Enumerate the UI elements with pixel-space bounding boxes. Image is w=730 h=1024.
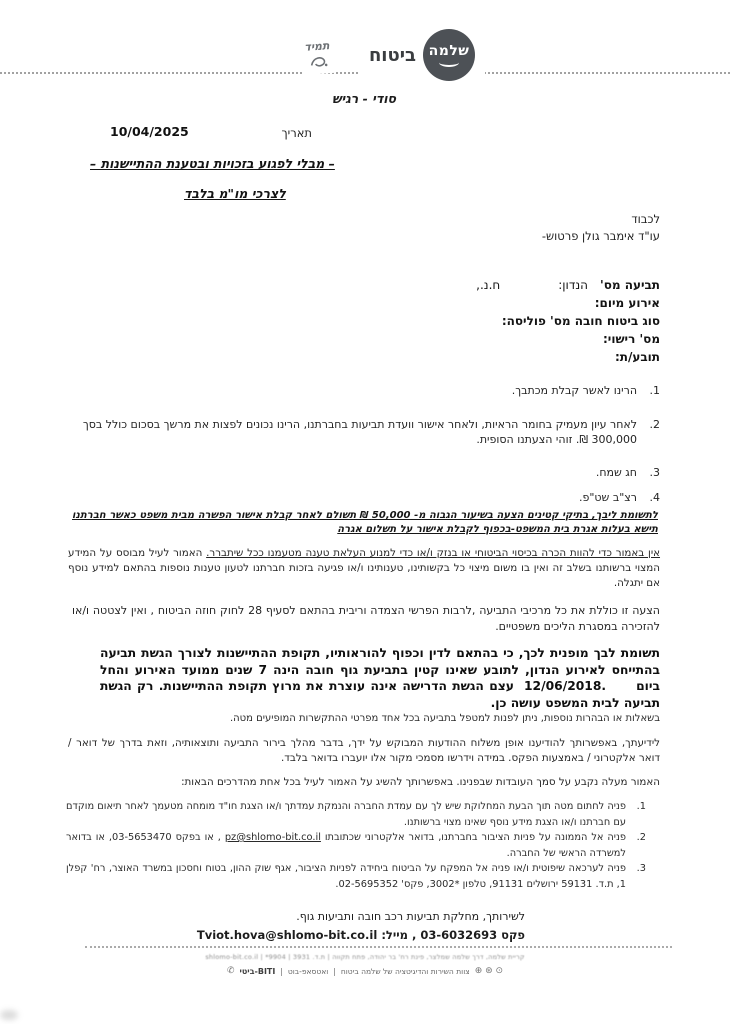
list-item-number: 3. (649, 466, 660, 479)
appeal-item-text: פניה לערכאה שיפוטית ו/או פניה אל המפקח על הביטוח ביחידה לפניות הציבור, אגף שוק ההון, בטוח וחסכון במשרד האוצר, רח' קפלן 1, ת.ד. 59131 ירושלים 91131, טלפון ‎3002*‎, פקס' 02-5695352. (66, 863, 626, 890)
tamid-logo-text: תמיד (303, 39, 330, 54)
appeal-item-pre: פניה אל הממונה על פניות הציבור בחברתנו, בדואר אלקטרוני שכתובתו (320, 832, 627, 843)
date-label: תאריך (281, 126, 312, 140)
list-item-number: 1. (649, 384, 660, 397)
appeal-item-number: 1. (636, 801, 646, 812)
footer-address-line: קריית שלמה, דרך שלמה שמלצר, פינת רח' בר יהודה, פתח תקווה | ת.ד. 3931 | shlomo-bit.co.il | *9904 (205, 953, 525, 961)
appeal-item (66, 799, 646, 830)
subject-field-policy: סוג ביטוח חובה מס' פוליסה: (501, 314, 660, 328)
footer-separator: | (280, 966, 283, 976)
subject-claim-label: תביעה מס' (600, 278, 660, 292)
subject-re-label: הנדון: (558, 278, 589, 292)
appeal-item-text (66, 830, 626, 861)
limitation-part1: תשומת לבך מופנית לכך, כי בהתאם לדין וכפוף להוראותיו, תקופת ההתיישנות לצורך הגשת תביעה בהתייחס לאירוע הנדון, לתובע שאינו קטין בתביעת גוף חובה הינה 7 שנים ממועד האירוע והחל ביום (100, 646, 660, 693)
disclaimer-rest: האמור לעיל מבוסס על המידע המצוי ברשותנו בשלב זה ואין בו משום מיצוי כל בקשותינו, טענותינו ו/או פגיעה בזכות חברתנו לטעון טענות נוספות בהתאם למידע נוסף אם יתגלה. (68, 547, 660, 589)
subject-block (476, 276, 660, 366)
smile-icon (439, 58, 459, 67)
ombudsman-email-link[interactable]: pz@shlomo-bit.co.il (224, 832, 321, 843)
limitation-part2: עצם הגשת הדרישה אינה עוצרת את מרוץ תקופת ההתיישנות. רק הגשת תביעה לבית המשפט עושה כן. (100, 679, 660, 710)
footer-digital-line (0, 966, 730, 976)
list-item-text: רצ"ב שט"פ. (578, 491, 637, 504)
list-item-text: חג שמח. (595, 466, 637, 479)
shlomo-logo-circle (423, 29, 475, 81)
list-item-number: 4. (649, 491, 660, 504)
confidential-label: סודי - רגיש (332, 91, 396, 106)
claims-email-link[interactable]: Tviot.hova@shlomo-bit.co.il (196, 928, 378, 942)
list-item-text: הרינו לאשר קבלת מכתבך. (511, 384, 637, 397)
list-item (66, 383, 660, 398)
recipient-to: לכבוד (631, 212, 660, 226)
limitation-paragraph (100, 645, 660, 711)
whatsapp-bot-label: ואטסאפ-בוט (287, 966, 329, 976)
salutation: ח.נ., (476, 278, 501, 292)
main-numbered-list (66, 383, 660, 505)
appeal-item (66, 830, 646, 861)
questions-line: בשאלות או הבהרות נוספות, ניתן לפנות למטפל בתביעה בכל אחד מפרטי ההתקשרות המופיעים מטה. (229, 713, 660, 724)
list-item (66, 490, 660, 505)
date-value: 10/04/2025 (110, 124, 189, 139)
disclaimer-paragraph (68, 546, 660, 591)
footer-separator: | (333, 966, 336, 976)
appeal-item-text: פניה לחתום מטה תוך הבעת המחלוקת שיש לך עם עמדת החברה והנמקת עמדתך ו/או הצגת חו"ד מומחה מטעמך לאחר תיאום מוקדם עם חברתנו ו/או הצגת מידע נוסף שאינו מצוי ברשותנו. (66, 801, 626, 828)
shlomo-insurance-logo (359, 29, 485, 81)
list-item-number: 2. (649, 418, 660, 431)
notify-paragraph: לידיעתך, באפשרותך להודיענו אופן משלוח ההודעות המבוקש על ידך, בדבר מהלך בירור התביעה ותוצאותיה, וזאת בדרך של דואר / דואר אלקטרוני / באמצעות הפקס. במידה וידרשו מסמכי מקור אלו יועברו בדואר בלבד. (68, 737, 660, 764)
signoff-fax-mail-label: פקס 03-6032693 , מייל: (377, 928, 525, 942)
phone-icon: ✆ (226, 966, 235, 976)
shlomo-logo-circle-text: שלמה (428, 43, 470, 59)
subject-field-license: מס' רישוי: (603, 332, 660, 346)
limitation-date: 12/06/2018. (523, 679, 607, 693)
biti-bot-label: ביטי-BITI (239, 966, 276, 976)
negotiation-header: לצרכי מו"מ בלבד (184, 186, 286, 201)
appeal-item (66, 861, 646, 892)
digital-team-label: צוות השירות והדיגיטציה של שלמה ביטוח (340, 966, 470, 976)
subject-field-event-date: אירוע מיום: (594, 296, 660, 310)
appeal-numbered-list (66, 799, 646, 892)
tamid-logo (300, 37, 336, 75)
social-icons: ⊕ ⊛ ⊙ (474, 966, 504, 976)
shlomo-logo-word: ביטוח (368, 44, 416, 66)
footer-dotted-separator (85, 946, 672, 948)
recipient-block (542, 211, 660, 245)
offer-paragraph: הצעה זו כוללת את כל מרכיבי התביעה ,לרבות הפרשי הצמדה וריבית בהתאם לסעיף 28 לחוק חוזה הביטוח , ואין לצטטה ו/או להזכירה במסגרת הליכים משפטיים. (72, 604, 660, 633)
tamid-swoosh-icon (307, 54, 328, 68)
appeal-item-number: 3. (636, 863, 646, 874)
signoff-department: לשירותך, מחלקת תביעות רכב חובה ותביעות גוף. (296, 910, 525, 923)
appeal-item-number: 2. (636, 832, 646, 843)
signoff-contact-line (197, 926, 525, 944)
list-item (66, 417, 660, 447)
disclaimer-underlined: אין באמור כדי להוות הכרה בכיסוי הביטוחי או בנזק ו/או כדי למנוע העלאת טענה מטעמנו ככל שיתברר. (206, 547, 661, 559)
list-item-text: לאחר עיון מעמיק בחומר הראיות, ולאחר אישור וועדת תביעות בחברתנו, הרינו נכונים לפצות את מרשך בסכום כולל בסך 300,000 ₪. זוהי הצעתנו הסופית. (82, 418, 637, 446)
scan-artifact (0, 1010, 18, 1020)
subject-field-claimant: תובע/ת: (614, 350, 660, 364)
appeal-intro-line: האמור מעלה נקבע על סמך העובדות שבפנינו. באפשרותך להשיג על האמור לעיל בכל אחת מהדרכים הבאות: (181, 776, 660, 788)
subject-re-row (476, 276, 660, 294)
minors-notice: לתשומת ליבך, בתיקי קטינים הצעה בשיעור הגבוה מ- 50,000 ₪ תשולם לאחר קבלת אישור הפשרה מבית משפט כאשר חברתנו תישא בעלות אגרת בית המשפט-בכפוף לקבלת אישור על תשלום אגרה (72, 510, 658, 535)
privilege-header: – מבלי לפגוע בזכויות ובטענת ההתיישנות – (90, 156, 335, 171)
signoff-block (197, 908, 525, 944)
appeal-item-post: , או בפקס 03-5653470, או בדואר למשרדה הראשי של החברה. (66, 832, 626, 859)
recipient-name: עו"ד אימבר גולן פרטוש- (541, 229, 660, 243)
list-item (66, 465, 660, 480)
